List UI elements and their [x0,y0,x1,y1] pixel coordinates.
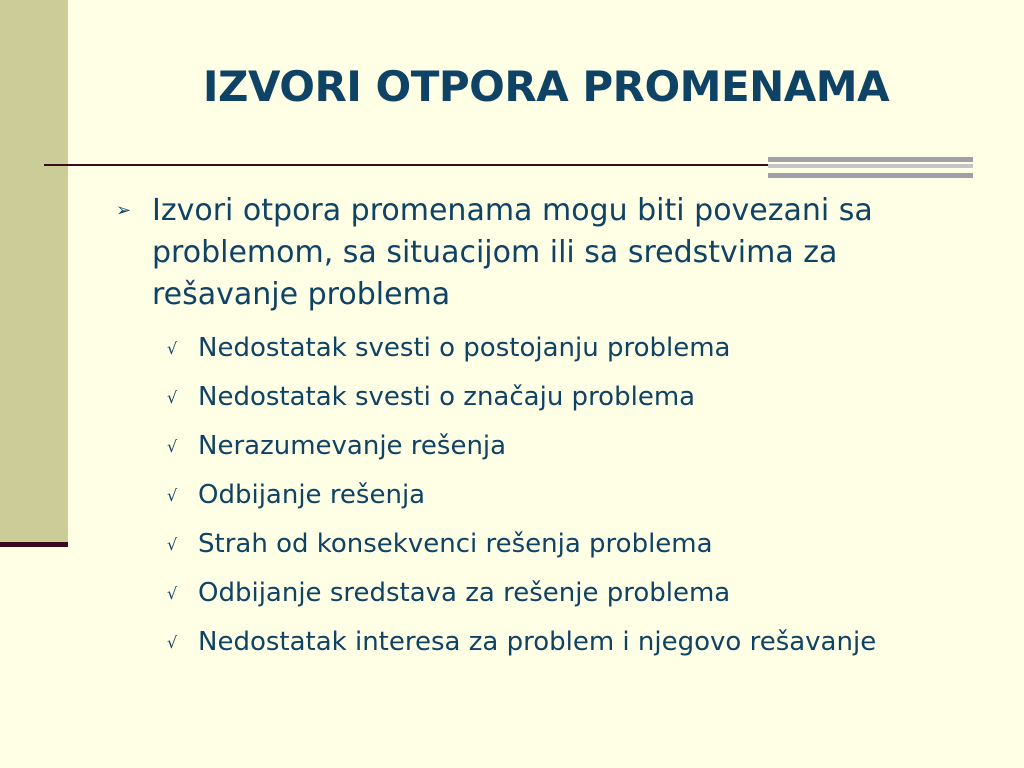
sub-bullet-text: Nedostatak interesa za problem i njegovo rešavanje [198,627,877,657]
sub-bullet-text: Nedostatak svesti o postojanju problema [198,333,731,363]
side-decoration-band [0,0,68,546]
sub-bullet-text: Strah od konsekvenci rešenja problema [198,529,713,559]
main-bullet-item [110,190,970,316]
sub-bullet-item [110,373,970,422]
check-bullet-icon: √ [167,584,178,603]
check-bullet-icon: √ [167,486,178,505]
sub-bullet-text: Nerazumevanje rešenja [198,431,507,461]
sub-bullet-item [110,422,970,471]
check-bullet-icon: √ [167,535,178,554]
check-bullet-icon: √ [167,339,178,358]
sub-bullet-text: Odbijanje sredstava za rešenje problema [198,578,731,608]
accent-bar-top [768,157,973,162]
sub-bullet-item [110,471,970,520]
accent-bar-middle [768,164,973,168]
check-bullet-icon: √ [167,633,178,652]
sub-bullet-item [110,520,970,569]
accent-bar-bottom [768,173,973,178]
sub-bullet-text: Odbijanje rešenja [198,480,426,510]
slide-title: IZVORI OTPORA PROMENAMA [202,62,890,111]
title-underline [44,164,770,166]
check-bullet-icon: √ [167,437,178,456]
main-bullet-text: Izvori otpora promenama mogu biti povezani sa problemom, sa situacijom ili sa sredstvima za rešavanje problema [152,193,873,312]
sub-bullet-text: Nedostatak svesti o značaju problema [198,382,696,412]
sub-bullet-item [110,618,970,661]
sub-bullet-item [110,569,970,618]
sub-bullet-item [110,324,970,373]
side-band-bottom-line [0,542,68,547]
sub-bullet-list [110,324,970,661]
check-bullet-icon: √ [167,388,178,407]
arrow-bullet-icon: ➢ [116,200,132,221]
slide-content [110,190,970,661]
